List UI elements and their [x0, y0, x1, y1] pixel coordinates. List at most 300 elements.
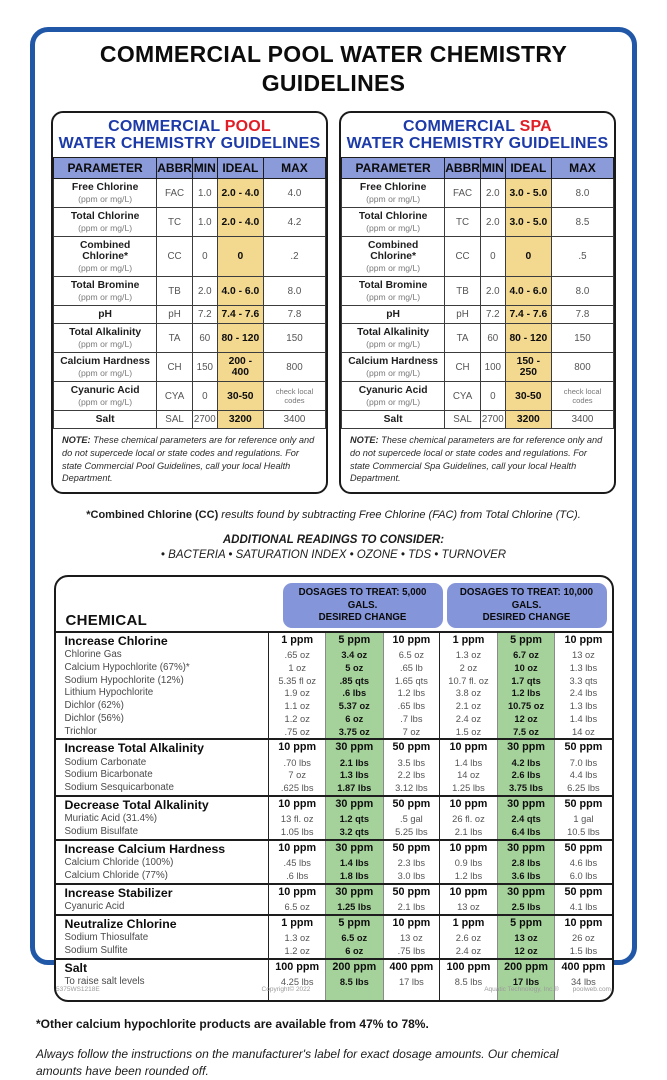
guide-column-header: PARAMETER — [342, 158, 445, 179]
ideal-cell: 80 - 120 — [217, 324, 263, 353]
min-cell: 1.0 — [192, 208, 217, 237]
abbr-cell: TA — [157, 324, 193, 353]
dosage-value-cell: 2.4 lbs — [555, 687, 612, 700]
chemical-name: Calcium Chloride (77%) — [64, 869, 168, 881]
dosage-value-cell: 5.37 oz — [326, 700, 384, 713]
dose-header-cell: 50 ppm — [555, 884, 612, 901]
abbr-cell: FAC — [445, 179, 481, 208]
ideal-cell: 3.0 - 5.0 — [505, 179, 551, 208]
dosage-value-cell: .85 qts — [326, 675, 384, 688]
parameter-unit: (ppm or mg/L) — [366, 339, 421, 350]
parameter-name: Calcium Hardness — [348, 356, 439, 368]
chemical-row — [56, 945, 612, 959]
abbr-cell: FAC — [157, 179, 193, 208]
dosage-group-10000-line1: DOSAGES TO TREAT: 10,000 GALS. — [459, 587, 594, 611]
dosage-value-cell: 4.2 lbs — [497, 757, 555, 770]
dosage-value-cell: 7.0 lbs — [555, 757, 612, 770]
parameter-name: Total Chlorine — [358, 211, 428, 223]
dosage-value-cell: 10.7 fl. oz — [440, 675, 498, 688]
abbr-cell: SAL — [157, 411, 193, 429]
chemical-name: Sodium Thiosulfate — [64, 932, 149, 944]
parameter-cell — [342, 179, 445, 208]
chemical-row — [56, 675, 612, 688]
dose-header-cell: 1 ppm — [440, 632, 498, 649]
min-cell: 2.0 — [480, 208, 505, 237]
parameter-name: Combined Chlorine* — [79, 240, 131, 263]
ideal-cell: 80 - 120 — [505, 324, 551, 353]
dose-header-cell: 30 ppm — [326, 840, 384, 857]
ideal-cell: 2.0 - 4.0 — [217, 208, 263, 237]
chemical-row — [56, 713, 612, 726]
dosage-value-cell: .65 oz — [269, 649, 326, 662]
pool-card-title — [53, 118, 326, 154]
min-cell: 2700 — [480, 411, 505, 429]
dosage-value-cell: 1.1 oz — [269, 700, 326, 713]
footnote-calcium-hypochlorite: *Other calcium hypochlorite products are available from 47% to 78%. — [36, 1016, 429, 1031]
chemical-section-header-row — [56, 796, 612, 813]
chemical-name: Muriatic Acid (31.4%) — [64, 813, 158, 825]
dosage-value-cell: 2.5 lbs — [497, 901, 555, 915]
min-cell: 2700 — [192, 411, 217, 429]
dosage-value-cell: 26 oz — [555, 932, 612, 945]
dosage-group-5000-line2: DESIRED CHANGE — [318, 612, 407, 624]
chemical-name: Lithium Hypochlorite — [64, 687, 154, 699]
additional-readings-title: ADDITIONAL READINGS TO CONSIDER: — [222, 534, 445, 547]
chemical-section-header-row — [56, 840, 612, 857]
min-cell: 100 — [480, 353, 505, 382]
dose-header-cell: 10 ppm — [269, 796, 326, 813]
dose-header-cell: 30 ppm — [326, 739, 384, 756]
parameter-cell — [342, 382, 445, 411]
abbr-cell: TB — [445, 277, 481, 306]
parameter-unit: (ppm or mg/L) — [78, 397, 133, 408]
chemical-row — [56, 700, 612, 713]
chemical-name: Sodium Hypochlorite (12%) — [64, 674, 184, 686]
dosage-value-cell: 1.87 lbs — [326, 782, 384, 796]
dosage-value-cell: 2.4 qts — [497, 813, 555, 826]
min-cell: 7.2 — [192, 306, 217, 324]
dose-header-cell: 30 ppm — [497, 840, 555, 857]
chemical-section-title: Increase Chlorine — [56, 632, 269, 649]
dose-header-cell: 30 ppm — [326, 884, 384, 901]
dosage-group-5000-header — [283, 583, 443, 628]
parameter-unit: (ppm or mg/L) — [366, 292, 421, 303]
parameter-cell — [54, 179, 157, 208]
fine-print-footer — [0, 986, 667, 993]
max-cell: 7.8 — [551, 306, 613, 324]
parameter-cell — [54, 237, 157, 277]
chemical-name: Cyanuric Acid — [64, 900, 125, 912]
parameter-name: Total Bromine — [358, 280, 428, 292]
max-cell: 150 — [551, 324, 613, 353]
dosage-value-cell: 2.1 oz — [440, 700, 498, 713]
dose-header-cell: 5 ppm — [326, 632, 384, 649]
guide-row — [54, 353, 326, 382]
dosage-value-cell: 5.25 lbs — [383, 826, 440, 840]
dose-header-cell: 10 ppm — [440, 884, 498, 901]
chemical-row — [56, 687, 612, 700]
dose-header-cell: 50 ppm — [383, 796, 440, 813]
dose-header-cell: 50 ppm — [555, 840, 612, 857]
dosage-value-cell: 3.75 lbs — [497, 782, 555, 796]
chemical-name: Sodium Sulfite — [64, 944, 128, 956]
chemical-table-header — [56, 577, 612, 631]
chemical-dosage-table — [56, 631, 612, 1000]
parameter-name: Calcium Hardness — [60, 356, 151, 368]
dosage-value-cell: 6.4 lbs — [497, 826, 555, 840]
dosage-value-cell: 14 oz — [440, 769, 498, 782]
dosage-group-10000-header — [447, 583, 607, 628]
dosage-value-cell: 1.7 qts — [497, 675, 555, 688]
parameter-cell — [54, 324, 157, 353]
ideal-cell: 30-50 — [505, 382, 551, 411]
dosage-value-cell: 1.2 lbs — [440, 870, 498, 884]
dose-header-cell: 200 ppm — [326, 959, 384, 976]
parameter-unit: (ppm or mg/L) — [366, 194, 421, 205]
chemical-section-title: Salt — [56, 959, 269, 976]
parameter-cell — [342, 237, 445, 277]
dosage-value-cell: 1.8 lbs — [326, 870, 384, 884]
dosage-value-cell: 10 oz — [497, 662, 555, 675]
min-cell: 60 — [192, 324, 217, 353]
dose-header-cell: 30 ppm — [497, 796, 555, 813]
dosage-value-cell: .75 lbs — [383, 945, 440, 959]
dosage-value-cell: 1.9 oz — [269, 687, 326, 700]
spa-title-accent: SPA — [519, 117, 552, 135]
parameter-unit: (ppm or mg/L) — [78, 292, 133, 303]
dosage-value-cell: 1.5 lbs — [555, 945, 612, 959]
dosage-value-cell: 1.25 lbs — [326, 901, 384, 915]
dosage-value-cell: 0.9 lbs — [440, 857, 498, 870]
chemical-name: Trichlor — [64, 725, 97, 737]
dose-header-cell: 1 ppm — [269, 632, 326, 649]
page-title — [26, 40, 641, 98]
dosage-value-cell: 6.5 oz — [383, 649, 440, 662]
dosage-value-cell: 8.5 lbs — [326, 976, 384, 1000]
parameter-cell — [54, 277, 157, 306]
max-cell: 8.0 — [263, 277, 325, 306]
dosage-value-cell: 7 oz — [383, 726, 440, 740]
guide-column-header: ABBR — [157, 158, 193, 179]
chemical-row — [56, 782, 612, 796]
dose-header-cell: 10 ppm — [269, 739, 326, 756]
abbr-cell: CYA — [157, 382, 193, 411]
min-cell: 2.0 — [192, 277, 217, 306]
chemical-section-header-row — [56, 739, 612, 756]
parameter-cell — [342, 277, 445, 306]
dosage-value-cell: 1.3 lbs — [555, 662, 612, 675]
ideal-cell: 150 - 250 — [505, 353, 551, 382]
guide-row — [54, 382, 326, 411]
guide-column-header: IDEAL — [505, 158, 551, 179]
pool-title-prefix: COMMERCIAL — [108, 117, 225, 135]
ideal-cell: 2.0 - 4.0 — [217, 179, 263, 208]
dosage-value-cell: .70 lbs — [269, 757, 326, 770]
dosage-value-cell: 2.3 lbs — [383, 857, 440, 870]
dosage-value-cell: 5 oz — [326, 662, 384, 675]
spa-note — [341, 429, 614, 492]
chemical-row — [56, 769, 612, 782]
dosage-value-cell: 6.5 oz — [269, 901, 326, 915]
abbr-cell: TA — [445, 324, 481, 353]
dose-header-cell: 10 ppm — [383, 915, 440, 932]
dosage-value-cell: 8.5 lbs — [440, 976, 498, 1000]
parameter-name: Total Alkalinity — [69, 327, 142, 339]
dosage-value-cell: 6.0 lbs — [555, 870, 612, 884]
dosage-value-cell: 1 oz — [269, 662, 326, 675]
parameter-cell — [54, 382, 157, 411]
dosage-value-cell: 2.1 lbs — [440, 826, 498, 840]
guide-row — [342, 237, 614, 277]
abbr-cell: pH — [157, 306, 193, 324]
dosage-value-cell: 1.3 oz — [440, 649, 498, 662]
pool-note-text: These chemical parameters are for reference only and do not supercede local or state codes and regulations. For state Commercial Pool Guidelines, call your local Health Department. — [62, 435, 315, 484]
parameter-cell — [342, 306, 445, 324]
abbr-cell: CH — [157, 353, 193, 382]
page-title-line1: COMMERCIAL POOL WATER CHEMISTRY — [99, 41, 568, 67]
dosage-value-cell: 13 oz — [497, 932, 555, 945]
chemical-name: Sodium Carbonate — [64, 756, 147, 768]
dosage-value-cell: 4.25 lbs — [269, 976, 326, 1000]
chemical-row — [56, 826, 612, 840]
min-cell: 2.0 — [480, 179, 505, 208]
dose-header-cell: 5 ppm — [497, 632, 555, 649]
min-cell: 0 — [192, 237, 217, 277]
guide-row — [54, 208, 326, 237]
ideal-cell: 3.0 - 5.0 — [505, 208, 551, 237]
max-cell: .2 — [263, 237, 325, 277]
chemical-name: Sodium Bicarbonate — [64, 769, 153, 781]
dosage-value-cell: .6 lbs — [269, 870, 326, 884]
guide-row — [342, 306, 614, 324]
abbr-cell: CYA — [445, 382, 481, 411]
dose-header-cell: 1 ppm — [269, 915, 326, 932]
parameter-name: Total Chlorine — [70, 211, 140, 223]
parameter-name: pH — [98, 309, 112, 321]
parameter-name: Free Chlorine — [359, 182, 427, 194]
min-cell: 2.0 — [480, 277, 505, 306]
chemical-name: To raise salt levels — [64, 975, 145, 987]
chemical-row — [56, 726, 612, 740]
chemical-section-title: Increase Total Alkalinity — [56, 739, 269, 756]
abbr-cell: TC — [157, 208, 193, 237]
dosage-value-cell: 2.6 oz — [440, 932, 498, 945]
guide-header-row — [54, 158, 326, 179]
dosage-value-cell: 1.2 qts — [326, 813, 384, 826]
guide-row — [342, 208, 614, 237]
max-cell: 800 — [551, 353, 613, 382]
pool-note-label: NOTE: — [62, 435, 91, 446]
dose-header-cell: 50 ppm — [555, 739, 612, 756]
max-cell: check local codes — [263, 382, 325, 411]
max-cell: 8.5 — [551, 208, 613, 237]
chemical-name: Calcium Hypochlorite (67%)* — [64, 661, 190, 673]
publisher-site: poolweb.com — [572, 986, 611, 993]
abbr-cell: pH — [445, 306, 481, 324]
abbr-cell: TC — [445, 208, 481, 237]
publisher-info — [472, 986, 611, 993]
ideal-cell: 3200 — [505, 411, 551, 429]
parameter-name: Total Bromine — [70, 280, 140, 292]
dosage-value-cell: 2.6 lbs — [497, 769, 555, 782]
dosage-value-cell: .6 lbs — [326, 687, 384, 700]
abbr-cell: SAL — [445, 411, 481, 429]
dosage-value-cell: .75 oz — [269, 726, 326, 740]
guide-row — [342, 324, 614, 353]
guide-column-header: PARAMETER — [54, 158, 157, 179]
dosage-value-cell: 14 oz — [555, 726, 612, 740]
parameter-unit: (ppm or mg/L) — [78, 368, 133, 379]
parameter-cell — [342, 324, 445, 353]
dosage-value-cell: 5.35 fl oz — [269, 675, 326, 688]
max-cell: 150 — [263, 324, 325, 353]
abbr-cell: CC — [445, 237, 481, 277]
parameter-name: Free Chlorine — [71, 182, 139, 194]
chemical-name: Chlorine Gas — [64, 649, 122, 661]
dosage-value-cell: 12 oz — [497, 713, 555, 726]
guide-row — [342, 382, 614, 411]
guide-column-header: IDEAL — [217, 158, 263, 179]
dose-header-cell: 100 ppm — [440, 959, 498, 976]
dosage-value-cell: 2.1 lbs — [383, 901, 440, 915]
dosage-value-cell: 13 oz — [440, 901, 498, 915]
spa-guidelines-table — [341, 157, 614, 429]
dose-header-cell: 50 ppm — [383, 840, 440, 857]
dose-header-cell: 400 ppm — [383, 959, 440, 976]
spa-note-text: These chemical parameters are for reference only and do not supercede local or state codes and regulations. For state Commercial Spa Guidelines, call your local Health Department. — [350, 435, 603, 484]
ideal-cell: 30-50 — [217, 382, 263, 411]
dose-header-cell: 10 ppm — [440, 739, 498, 756]
copyright-text: Copyright© 2022 — [261, 986, 311, 993]
pool-guidelines-table — [53, 157, 326, 429]
combined-chlorine-note — [26, 509, 641, 521]
parameter-name: Cyanuric Acid — [70, 385, 140, 397]
combined-chlorine-note-rest: results found by subtracting Free Chlorine (FAC) from Total Chlorine (TC). — [218, 509, 581, 522]
chemical-name: Dichlor (62%) — [64, 700, 124, 712]
dosage-value-cell: 1.05 lbs — [269, 826, 326, 840]
chemical-row — [56, 932, 612, 945]
dosage-value-cell: 3.3 qts — [555, 675, 612, 688]
dosage-value-cell: 6.7 oz — [497, 649, 555, 662]
chemical-section-title: Neutralize Chlorine — [56, 915, 269, 932]
dose-header-cell: 400 ppm — [555, 959, 612, 976]
max-cell: 3400 — [263, 411, 325, 429]
chemical-row — [56, 857, 612, 870]
abbr-cell: CH — [445, 353, 481, 382]
ideal-cell: 0 — [505, 237, 551, 277]
ideal-cell: 3200 — [217, 411, 263, 429]
parameter-unit: (ppm or mg/L) — [366, 368, 421, 379]
guide-header-row — [342, 158, 614, 179]
guide-row — [54, 277, 326, 306]
max-cell: 4.2 — [263, 208, 325, 237]
max-cell: 4.0 — [263, 179, 325, 208]
dosage-value-cell: 13 oz — [383, 932, 440, 945]
parameter-unit: (ppm or mg/L) — [78, 194, 133, 205]
dosage-value-cell: 4.4 lbs — [555, 769, 612, 782]
guide-row — [342, 277, 614, 306]
parameter-cell — [342, 411, 445, 429]
dosage-value-cell: 17 lbs — [497, 976, 555, 1000]
dosage-value-cell: 3.12 lbs — [383, 782, 440, 796]
chemical-row — [56, 662, 612, 675]
max-cell: 3400 — [551, 411, 613, 429]
dosage-value-cell: 2.2 lbs — [383, 769, 440, 782]
guide-column-header: MIN — [480, 158, 505, 179]
max-cell: 800 — [263, 353, 325, 382]
parameter-unit: (ppm or mg/L) — [366, 223, 421, 234]
dose-header-cell: 10 ppm — [555, 915, 612, 932]
dosage-value-cell: 2.1 lbs — [326, 757, 384, 770]
chemical-row — [56, 757, 612, 770]
ideal-cell: 0 — [217, 237, 263, 277]
min-cell: 60 — [480, 324, 505, 353]
dosage-value-cell: 2.4 oz — [440, 945, 498, 959]
chemical-name: Sodium Bisulfate — [64, 826, 139, 838]
dose-header-cell: 200 ppm — [497, 959, 555, 976]
dosage-value-cell: 17 lbs — [383, 976, 440, 1000]
parameter-cell — [54, 306, 157, 324]
parameter-unit: (ppm or mg/L) — [366, 397, 421, 408]
dosage-value-cell: 6 oz — [326, 945, 384, 959]
dose-header-cell: 50 ppm — [383, 884, 440, 901]
dose-header-cell: 10 ppm — [440, 796, 498, 813]
dosage-value-cell: 26 fl. oz — [440, 813, 498, 826]
ideal-cell: 200 - 400 — [217, 353, 263, 382]
dosage-value-cell: 1.4 lbs — [555, 713, 612, 726]
dosage-value-cell: .65 lb — [383, 662, 440, 675]
ideal-cell: 4.0 - 6.0 — [505, 277, 551, 306]
dosage-value-cell: .7 lbs — [383, 713, 440, 726]
guide-column-header: MAX — [551, 158, 613, 179]
chemical-name: Dichlor (56%) — [64, 712, 124, 724]
pool-note — [53, 429, 326, 492]
chemical-row — [56, 649, 612, 662]
dosage-value-cell: 3.75 oz — [326, 726, 384, 740]
dosage-value-cell: .65 lbs — [383, 700, 440, 713]
guide-row — [342, 179, 614, 208]
abbr-cell: CC — [157, 237, 193, 277]
min-cell: 1.0 — [192, 179, 217, 208]
dosage-value-cell: 1.2 lbs — [383, 687, 440, 700]
dosage-value-cell: 6.25 lbs — [555, 782, 612, 796]
max-cell: 8.0 — [551, 179, 613, 208]
max-cell: 8.0 — [551, 277, 613, 306]
spa-card-title — [341, 118, 614, 154]
parameter-cell — [342, 208, 445, 237]
chemical-row — [56, 813, 612, 826]
dosage-value-cell: 6 oz — [326, 713, 384, 726]
chemical-section-header-row — [56, 632, 612, 649]
dosage-value-cell: 1.2 oz — [269, 713, 326, 726]
footnote-manufacturer-label: Always follow the instructions on the manufacturer's label for exact dosage amounts. Our chemical amounts have been rounded off. — [36, 1046, 559, 1079]
dosage-value-cell: 1.3 lbs — [326, 769, 384, 782]
dosage-group-5000-line1: DOSAGES TO TREAT: 5,000 GALS. — [298, 587, 427, 611]
guide-column-header: MAX — [263, 158, 325, 179]
chemical-dosage-card — [54, 575, 614, 1002]
dose-header-cell: 10 ppm — [269, 884, 326, 901]
chemical-label: CHEMICAL — [65, 611, 148, 629]
dosage-value-cell: 1.65 qts — [383, 675, 440, 688]
dose-header-cell: 100 ppm — [269, 959, 326, 976]
dosage-value-cell: 3.0 lbs — [383, 870, 440, 884]
dose-header-cell: 30 ppm — [497, 884, 555, 901]
chemical-section-title: Increase Stabilizer — [56, 884, 269, 901]
dosage-value-cell: 1.25 lbs — [440, 782, 498, 796]
min-cell: 7.2 — [480, 306, 505, 324]
min-cell: 0 — [480, 237, 505, 277]
guide-row — [54, 179, 326, 208]
